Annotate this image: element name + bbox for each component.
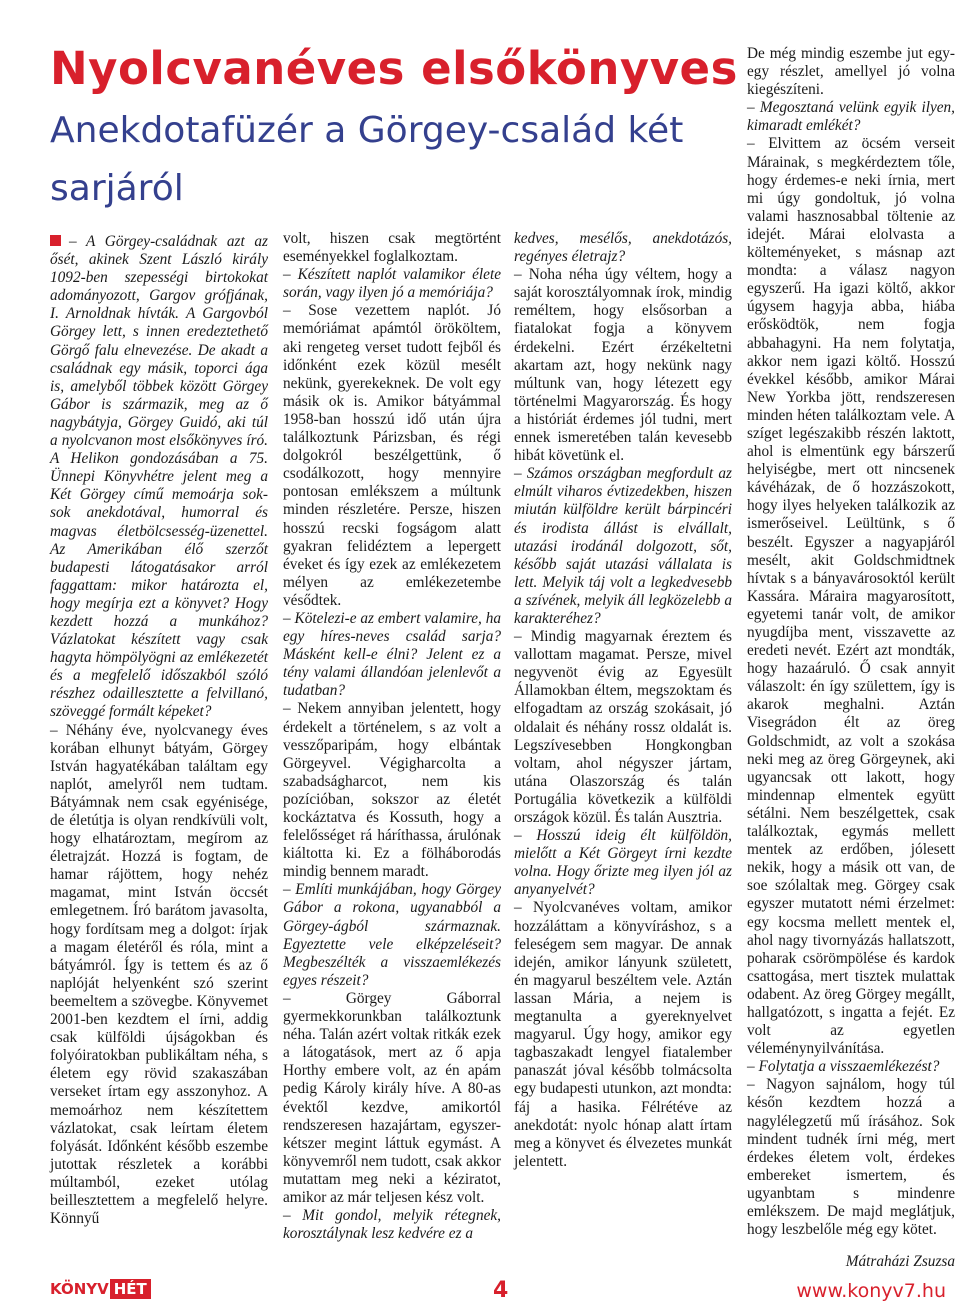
lead-paragraph-text: – A Görgey-családnak azt az ősét, akinek Szent László király 1092-ben szepességi birtokokat adományozott, Gargov grófjának, I. Arnoldnak hívták. A Gargovból Görgey lett, s innen eredeztethető Görgő falu elnevezése. De akadt a családnak egy másik, toporci ága is, amelyből többek között Görgey Gábor is származik, meg az ő nagybátyja, Görgey Guidó, aki túl a nyolcvanon most elsőkönyves író. A Helikon gondozásában a 75. Ünnepi Könyvhétre jelent meg a Két Görgey című memoárja sok-sok anekdotával, humorral és magvas életbölcsesség-üzenettel. Az Amerikában élő szerzőt budapesti látogatásakor arról faggattam: mikor határozta el, hogy megírja ezt a könyvet? Hogy kezdett hozzá a munkához? Vázlatokat készített vagy csak hagyta hömpölyögni az emlékezetét és a megfelelő időszakból szóló részhez odaillesztette a felvillanó, szöveggé formált képeket?	[50, 233, 268, 721]
text-column-2	[283, 230, 501, 1243]
logo-text-left: KÖNYV	[50, 1280, 109, 1298]
answer-paragraph: – Mindig magyarnak éreztem és vallottam magamat. Persze, mivel negyvenöt évig az Egyesült Államokban éltem, megszoktam és elfogadtam az ország szokásait, jó oldalait és néhány rossz oldalát is. Legszívesebben Hongkongban voltam, ahol négyszer jártam, utána Olaszország és talán Portugália következik a külföldi országok közül. És talán Ausztria.	[514, 628, 732, 826]
question-paragraph: – Említi munkájában, hogy Görgey Gábor a rokona, ugyanabból a Görgey-ágból származnak. Egyeztette vele elképzeléseit? Megbeszélték a visszaemlékezés egyes részeit?	[283, 881, 501, 989]
question-paragraph: – Számos országban megfordult az elmúlt viharos évtizedekben, hiszen miután külföldre került bárpincéri és irodista állást is elvállalt, utazási irodánál dolgozott, sőt, később saját utazási vállalata is lett. Melyik táj volt a legkedvesebb a szívének, melyik áll legközelebb a karakteréhez?	[514, 465, 732, 627]
answer-paragraph: – Sose vezettem naplót. Jó memóriámat apámtól örököltem, aki rengeteg verset tudott fejből és időnként ezek közül mesélt nekünk, gyerekeknek. De volt egy másik ok is. Amikor bátyámmal 1958-ban hosszú idő után újra találkoztunk Párizsban, és régi dolgokról beszélgettünk, ő csodálkozott, hogy mennyire pontosan emlékszem a múltunk minden részletére. Persze, hiszen hosszú recski fogságom alatt gyakran felidéztem a lepergett éveket és így ezek az emlékezetem mélyen az emlékezetembe vésődtek.	[283, 302, 501, 609]
article-subtitle: Anekdotafüzér a Görgey-család két sarjáról	[50, 110, 684, 209]
text-column-1	[50, 233, 268, 1228]
lead-paragraph	[50, 233, 268, 722]
answer-paragraph: – Elvittem az öcsém verseit Márainak, s megkérdeztem tőle, hogy érdemes-e neki írnia, mert mi úgy gondoltuk, jó volna valami hasznosabbal töltenie az idejét. Márai elolvasta a költeményeket, s másnap azt mondta: a válasz nagyon egyszerű. Ha igazi költő, akkor úgysem hagyja abba, hiába erősködtök, nem fogja abbahagyni. Ha nem folytatja, akkor nem igazi költő. Hosszú évekkel később, amikor Márai New Yorkba jött, rendszeresen minden héten találkoztam vele. A szíget legészakibb részén laktott, ahol is elmentünk egy bárszerű helyiségbe, mert ott nincsenek kávéházak, de ő hozzászokott, hogy ilyes helyeken találkozik az ismerőseivel. Leültünk, s ő beszélt. Egyszer a nagyapjáról mesélt, akit Goldschmidtnek hívtak s a bányavárosoktól került Kassára. Máraira magyarosított, egyetemi tanár volt, de amikor nyugdíjba ment, visszavette az eredeti nevét. Ezért azt mondták, hogy hazaáruló. Ő csak annyit válaszolt: én így születtem, így is akarok meghalni. Aztán Visegrádon élt az öreg Goldschmidt, az volt a szokása neki meg az öreg Görgeynek, aki ugyancsak ott lakott, hogy mindennap elmentek együtt sétálni. Nem beszélgettek, csak találkoztak, egymás mellett mentek az erdőben, jólesett nekik, hogy a másik ott van, de soe szólaltak meg. Görgey csak egyszer mutatott némi érzelmet: egy kocsma mellett mentek el, ahol nagy tivornyázás hallatszott, poharak csörömpölése és kardok csattogása, mert tisztek mulattak odabent. Az öreg Görgey megállt, hallgatózott, s ingatta a fejét. Ez volt az egyetlen véleménynyilvánítása.	[747, 135, 955, 1058]
answer-paragraph: De még mindig eszembe jut egy-egy részlet, amellyel jó volna kiegészíteni.	[747, 45, 955, 99]
question-paragraph: – Megosztaná velünk egyik ilyen, kimaradt emlékét?	[747, 99, 955, 135]
question-paragraph: – Folytatja a visszaemlékezést?	[747, 1058, 940, 1076]
konyvhet-logo	[50, 1279, 151, 1299]
question-paragraph: kedves, mesélős, anekdotázós, regényes életrajz?	[514, 230, 732, 266]
answer-paragraph: – Nekem annyiban jelentett, hogy érdekelt a történelem, s az volt a vesszőparipám, hogy elbántak Görgeyvel. Végigharcolta a szabadságharcot, nem kis pozícióban, sokszor az életét kockáztatva és Kossuth, hogy a felelősséget rá háríthassa, árulónak kiáltotta ki. Ez a fölháborodás mindig bennem maradt.	[283, 700, 501, 881]
answer-paragraph: – Nyolcvanéves voltam, amikor hozzáláttam a könyvíráshoz, s a feleségem sem magyar. De annak idején, amikor lányunk született, én magyarul beszéltem vele. Aztán lassan Mária, a nejem is megtanulta a gyereknyelvet magyarul. Úgy hogy, amikor egy tagbaszakadt lengyel fiatalember panaszát jóval később tolmácsolta egy budapesti utunkon, azt mondta: fáj a hasika. Félrétéve az anekdotát: nyolc hónap alatt írtam meg a könyvet és élvezetes munkát jelentett.	[514, 899, 732, 1170]
question-paragraph: – Mit gondol, melyik rétegnek, korosztálynak lesz kedvére ez a	[283, 1207, 501, 1243]
red-square-bullet-icon	[50, 235, 61, 246]
logo-text-right: HÉT	[110, 1279, 151, 1299]
author-signature: Mátraházi Zsuzsa	[845, 1253, 955, 1271]
question-paragraph: – Kötelezi-e az embert valamire, ha egy híres-neves család sarja? Másként kell-e élni? Jelent ez a tény valami állandóan jelenlevőt a tudatban?	[283, 609, 501, 700]
page-number: 4	[493, 1278, 509, 1303]
text-column-3	[514, 230, 732, 1171]
question-paragraph: – Hosszú ideig élt külföldön, mielőtt a Két Görgeyt írni kezdte volna. Hogy őrizte meg ilyen jól az anyanyelvét?	[514, 827, 732, 899]
answer-paragraph: – Görgey Gáborral gyermekkorunkban találkoztunk néha. Talán azért voltak ritkák ezek a látogatások, mert az ő apja Horthy embere volt, az én apám pedig Károly király híve. A 80-as évektől kezdve, amikortól rendszeresen hazajártam, egyszer-kétszer megint láttuk egymást. A könyvemről nem tudott, csak akkor mutattam meg neki a kéziratot, amikor az már teljesen kész volt.	[283, 989, 501, 1206]
answer-paragraph: – Nagyon sajnálom, hogy túl későn kezdtem hozzá a nagylélegzetű mű írásához. Sok mindent tudnék írni még, mert érdekes életem volt, érdekes embereket ismertem, és ugyanbtam s mindenre emlékszem. De majd meglátjuk, hogy leszbelőle még egy kötet.	[747, 1076, 955, 1239]
answer-paragraph: – Noha néha úgy véltem, hogy a saját korosztályomnak írok, mindig reméltem, hogy elsősorban a fiatalokat fogja a könyvem érdekelni. Ezért érzékeltetni akartam azt, hogy nekünk nagy múltunk van, hogy létezett egy történelmi Magyarország. És hogy a históriát érdemes jól tudni, mert ennek ismeretében talán kevesebb hibát követünk el.	[514, 266, 732, 465]
question-paragraph: – Készített naplót valamikor élete során, vagy ilyen jó a memóriája?	[283, 266, 501, 302]
website-link[interactable]: www.konyv7.hu	[796, 1280, 946, 1302]
text-column-4	[747, 45, 955, 1271]
article-headline: Nyolcvanéves elsőkönyves	[50, 42, 738, 95]
answer-paragraph: volt, hiszen csak megtörtént eseményekkel foglalkoztam.	[283, 230, 501, 266]
answer-paragraph: – Néhány éve, nyolcvanegy éves korában elhunyt bátyám, Görgey István hagyatékában találtam egy naplót, amelyről nem tudtam. Bátyámnak nem csak egyénisége, de életútja is olyan rendkívüli volt, hogy elhatároztam, megírom az életrajzát. Hozzá is fogtam, de hamar rájöttem, hogy nehéz magamat, mint István öccsét emlegetnem. Író barátom javasolta, hogy fordítsam meg a dolgot: írjak a magam életéről és róla, mint a bátyámról. Így is tettem és az ő naplóját helyenként szó szerint beemeltem a szövegbe. Könyvemet 2001-ben kezdtem el írni, addig csak külföldi újságokban és folyóiratokban publikáltam néha, s életem egy rövid szakaszában verseket írtam egy asszonyhoz. A memoárhoz nem készítettem vázlatokat, csak leírtam életem folyását. Időnként később eszembe jutottak részletek a korábbi múltamból, ezeket utólag beillesztettem a megfelelő helyre. Könnyű	[50, 721, 268, 1228]
